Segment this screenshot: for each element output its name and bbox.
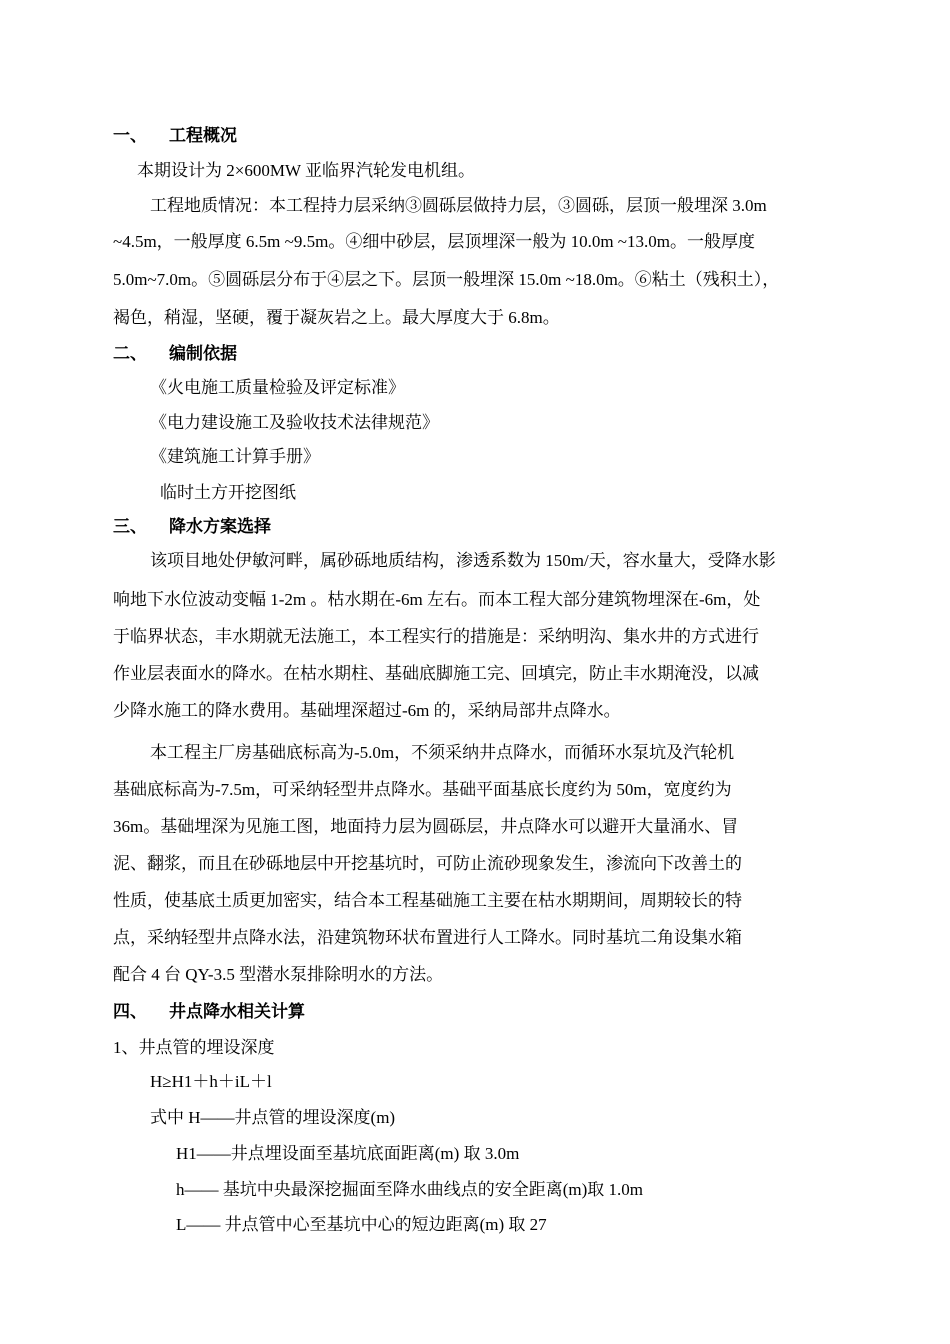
reference-item: 《电力建设施工及验收技术法律规范》 <box>150 413 439 432</box>
reference-item: 《火电施工质量检验及评定标准》 <box>150 378 405 397</box>
subsection-heading: 1、井点管的埋设深度 <box>113 1038 275 1057</box>
formula-definition: 式中 H——井点管的埋设深度(m) <box>150 1108 396 1127</box>
section-title: 工程概况 <box>169 126 237 145</box>
reference-item: 临时土方开挖图纸 <box>160 483 296 502</box>
section-number: 二、 <box>113 344 147 363</box>
paragraph-line: 褐色，稍湿，坚硬，覆于凝灰岩之上。最大厚度大于 6.8m。 <box>113 308 560 327</box>
section-2-heading <box>113 345 237 362</box>
section-number: 四、 <box>113 1002 147 1021</box>
section-1-heading <box>113 127 237 144</box>
reference-item: 《建筑施工计算手册》 <box>150 447 320 466</box>
paragraph-line: 响地下水位波动变幅 1-2m 。枯水期在-6m 左右。而本工程大部分建筑物埋深在-6m，处 <box>113 590 761 609</box>
paragraph-line: 36m。基础埋深为见施工图，地面持力层为圆砾层，井点降水可以避开大量涌水、冒 <box>113 817 739 836</box>
paragraph-line: 基础底标高为-7.5m，可采纳轻型井点降水。基础平面基底长度约为 50m，宽度约为 <box>113 780 732 799</box>
paragraph-line: 工程地质情况：本工程持力层采纳③圆砾层做持力层，③圆砾，层顶一般埋深 3.0m <box>150 196 767 215</box>
paragraph-line: 性质，使基底土质更加密实，结合本工程基础施工主要在枯水期期间，周期较长的特 <box>113 891 742 910</box>
section-3-heading <box>113 518 271 535</box>
formula-definition: h—— 基坑中央最深挖掘面至降水曲线点的安全距离(m)取 1.0m <box>176 1180 644 1199</box>
paragraph-line: 点，采纳轻型井点降水法，沿建筑物环状布置进行人工降水。同时基坑二角设集水箱 <box>113 928 742 947</box>
paragraph-line: 作业层表面水的降水。在枯水期柱、基础底脚施工完、回填完，防止丰水期淹没，以减 <box>113 664 759 683</box>
paragraph-line: 本工程主厂房基础底标高为-5.0m，不须采纳井点降水，而循环水泵坑及汽轮机 <box>150 743 735 762</box>
section-4-heading <box>113 1003 305 1020</box>
section-title: 井点降水相关计算 <box>169 1002 305 1021</box>
formula-definition: H1——井点埋设面至基坑底面距离(m) 取 3.0m <box>176 1144 520 1163</box>
paragraph-line: 于临界状态，丰水期就无法施工，本工程实行的措施是：采纳明沟、集水井的方式进行 <box>113 627 759 646</box>
paragraph-line: 少降水施工的降水费用。基础埋深超过-6m 的，采纳局部井点降水。 <box>113 701 621 720</box>
formula: H≥H1＋h＋iL＋l <box>150 1072 272 1091</box>
formula-definition: L—— 井点管中心至基坑中心的短边距离(m) 取 27 <box>176 1215 547 1234</box>
section-title: 降水方案选择 <box>169 517 271 536</box>
paragraph-line: 配合 4 台 QY-3.5 型潜水泵排除明水的方法。 <box>113 965 444 984</box>
section-number: 一、 <box>113 126 147 145</box>
paragraph-line: ~4.5m，一般厚度 6.5m ~9.5m。④细中砂层，层顶埋深一般为 10.0m ~13.0m。一般厚度 <box>113 232 755 251</box>
paragraph-line: 本期设计为 2×600MW 亚临界汽轮发电机组。 <box>137 161 475 180</box>
section-title: 编制依据 <box>169 344 237 363</box>
paragraph-line: 该项目地处伊敏河畔，属砂砾地质结构，渗透系数为 150m/天，容水量大，受降水影 <box>150 551 776 570</box>
section-number: 三、 <box>113 517 147 536</box>
paragraph-line: 泥、翻浆，而且在砂砾地层中开挖基坑时，可防止流砂现象发生，渗流向下改善土的 <box>113 854 742 873</box>
paragraph-line: 5.0m~7.0m。⑤圆砾层分布于④层之下。层顶一般埋深 15.0m ~18.0m。⑥粘土（残积土）， <box>113 270 780 289</box>
